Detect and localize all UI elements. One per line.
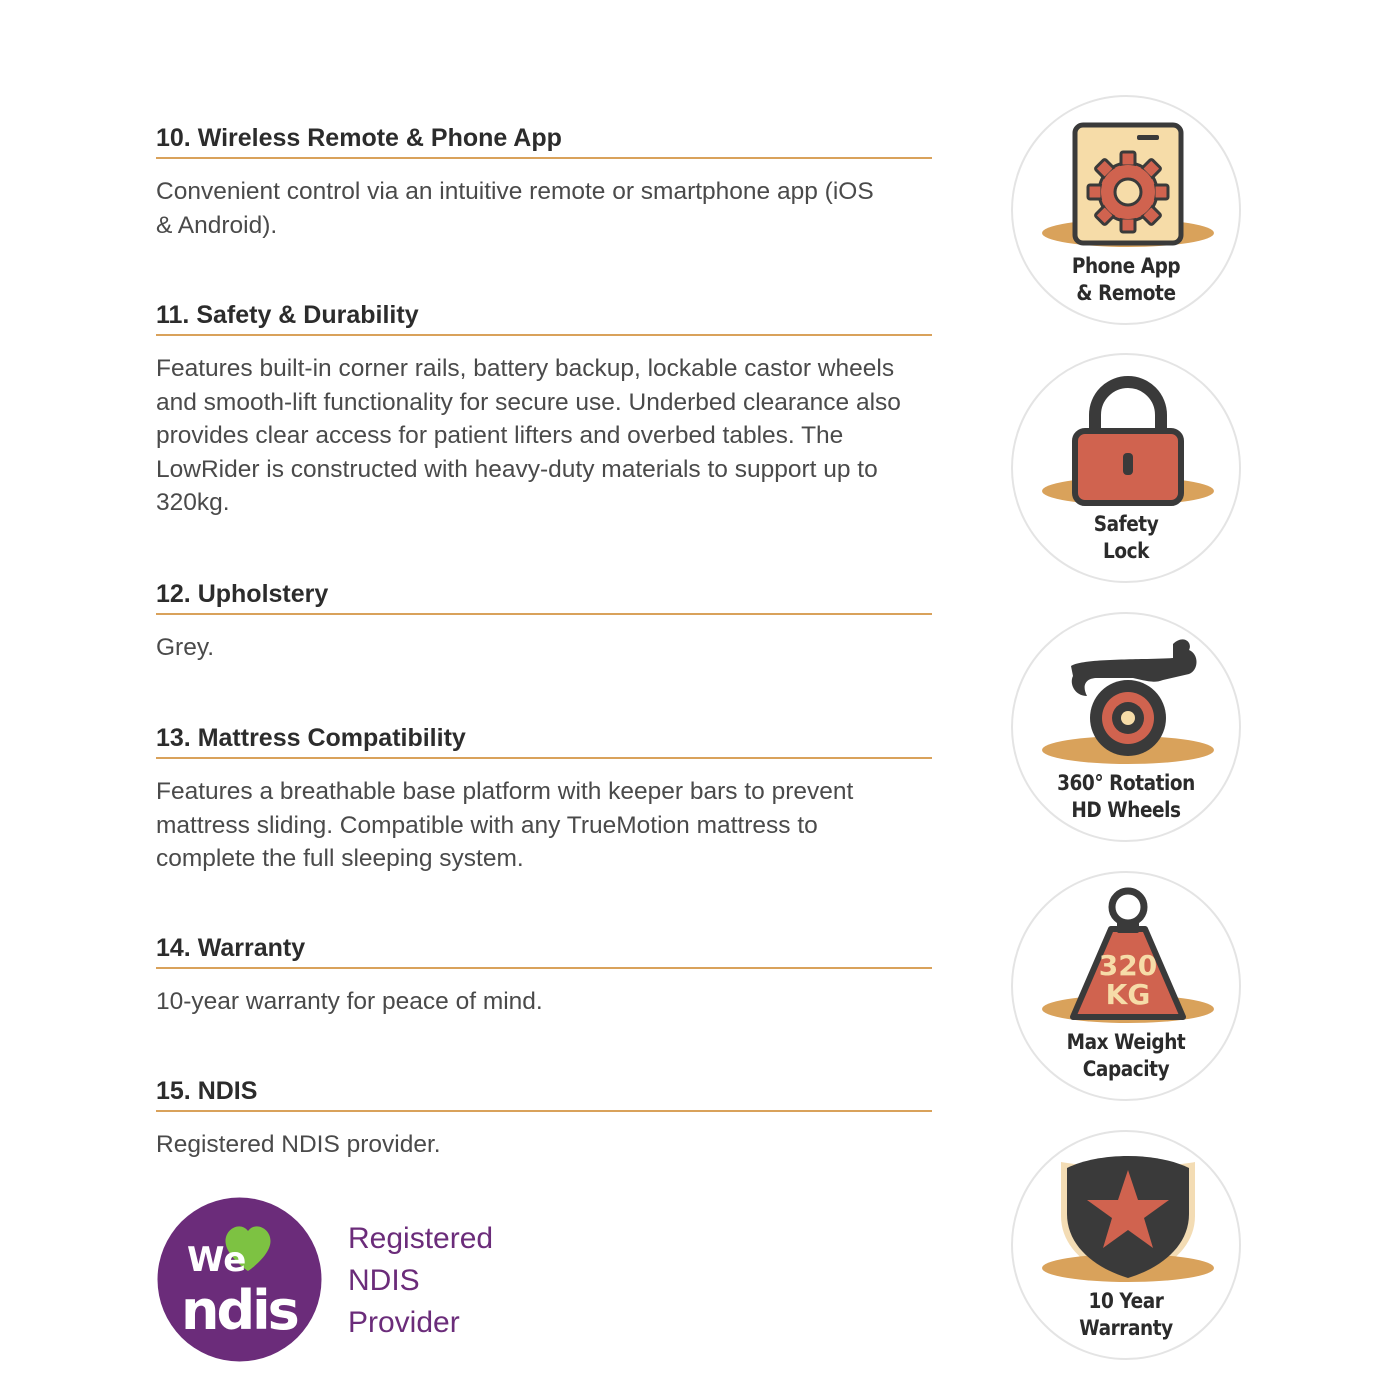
badge-label: 10 Year Warranty xyxy=(1079,1289,1173,1340)
section-mattress-compatibility xyxy=(156,723,932,876)
badge-label: Max Weight Capacity xyxy=(1066,1030,1186,1081)
section-title: 13. Mattress Compatibility xyxy=(156,723,932,759)
ndis-line-3: Provider xyxy=(348,1306,460,1339)
badge-label: Safety Lock xyxy=(1093,512,1159,563)
section-safety-durability xyxy=(156,300,932,520)
section-upholstery xyxy=(156,579,932,665)
ndis-line-1: Registered xyxy=(348,1222,494,1255)
badge-phone-app xyxy=(1011,95,1241,325)
ndis-logo-word: ndis xyxy=(181,1279,297,1342)
section-body: Grey. xyxy=(156,634,215,661)
ndis-logo-we: We xyxy=(187,1240,247,1280)
section-body: 10-year warranty for peace of mind. xyxy=(156,988,543,1015)
section-title: 12. Upholstery xyxy=(156,579,932,615)
section-body: Features a breathable base platform with keeper bars to prevent mattress sliding. Compatible with any TrueMotion mattress to complete the full sleeping system. xyxy=(156,778,854,872)
section-warranty xyxy=(156,933,932,1019)
section-body: Features built-in corner rails, battery backup, lockable castor wheels and smooth-lift functionality for secure use. Underbed clearance also provides clear access for patient lifters and overbed tables. The LowRider is constructed with heavy-duty materials to support up to 320kg. xyxy=(156,355,901,516)
section-ndis xyxy=(156,1076,932,1162)
ndis-provider-text xyxy=(348,1218,493,1344)
section-title: 11. Safety & Durability xyxy=(156,300,932,336)
badge-hd-wheels xyxy=(1011,612,1241,842)
section-body: Convenient control via an intuitive remote or smartphone app (iOS & Android). xyxy=(156,178,874,239)
section-title: 15. NDIS xyxy=(156,1076,932,1112)
badge-safety-lock xyxy=(1011,353,1241,583)
badge-label: 360° Rotation HD Wheels xyxy=(1057,771,1195,822)
weight-value: 320 xyxy=(1098,949,1158,982)
section-wireless-remote xyxy=(156,123,932,242)
weight-unit: KG xyxy=(1105,978,1151,1011)
section-title: 10. Wireless Remote & Phone App xyxy=(156,123,932,159)
section-title: 14. Warranty xyxy=(156,933,932,969)
badge-warranty xyxy=(1011,1130,1241,1360)
section-body: Registered NDIS provider. xyxy=(156,1131,441,1158)
ndis-line-2: NDIS xyxy=(348,1264,420,1297)
badge-label: Phone App & Remote xyxy=(1071,254,1181,305)
ndis-logo xyxy=(157,1197,322,1362)
badge-max-weight xyxy=(1011,871,1241,1101)
